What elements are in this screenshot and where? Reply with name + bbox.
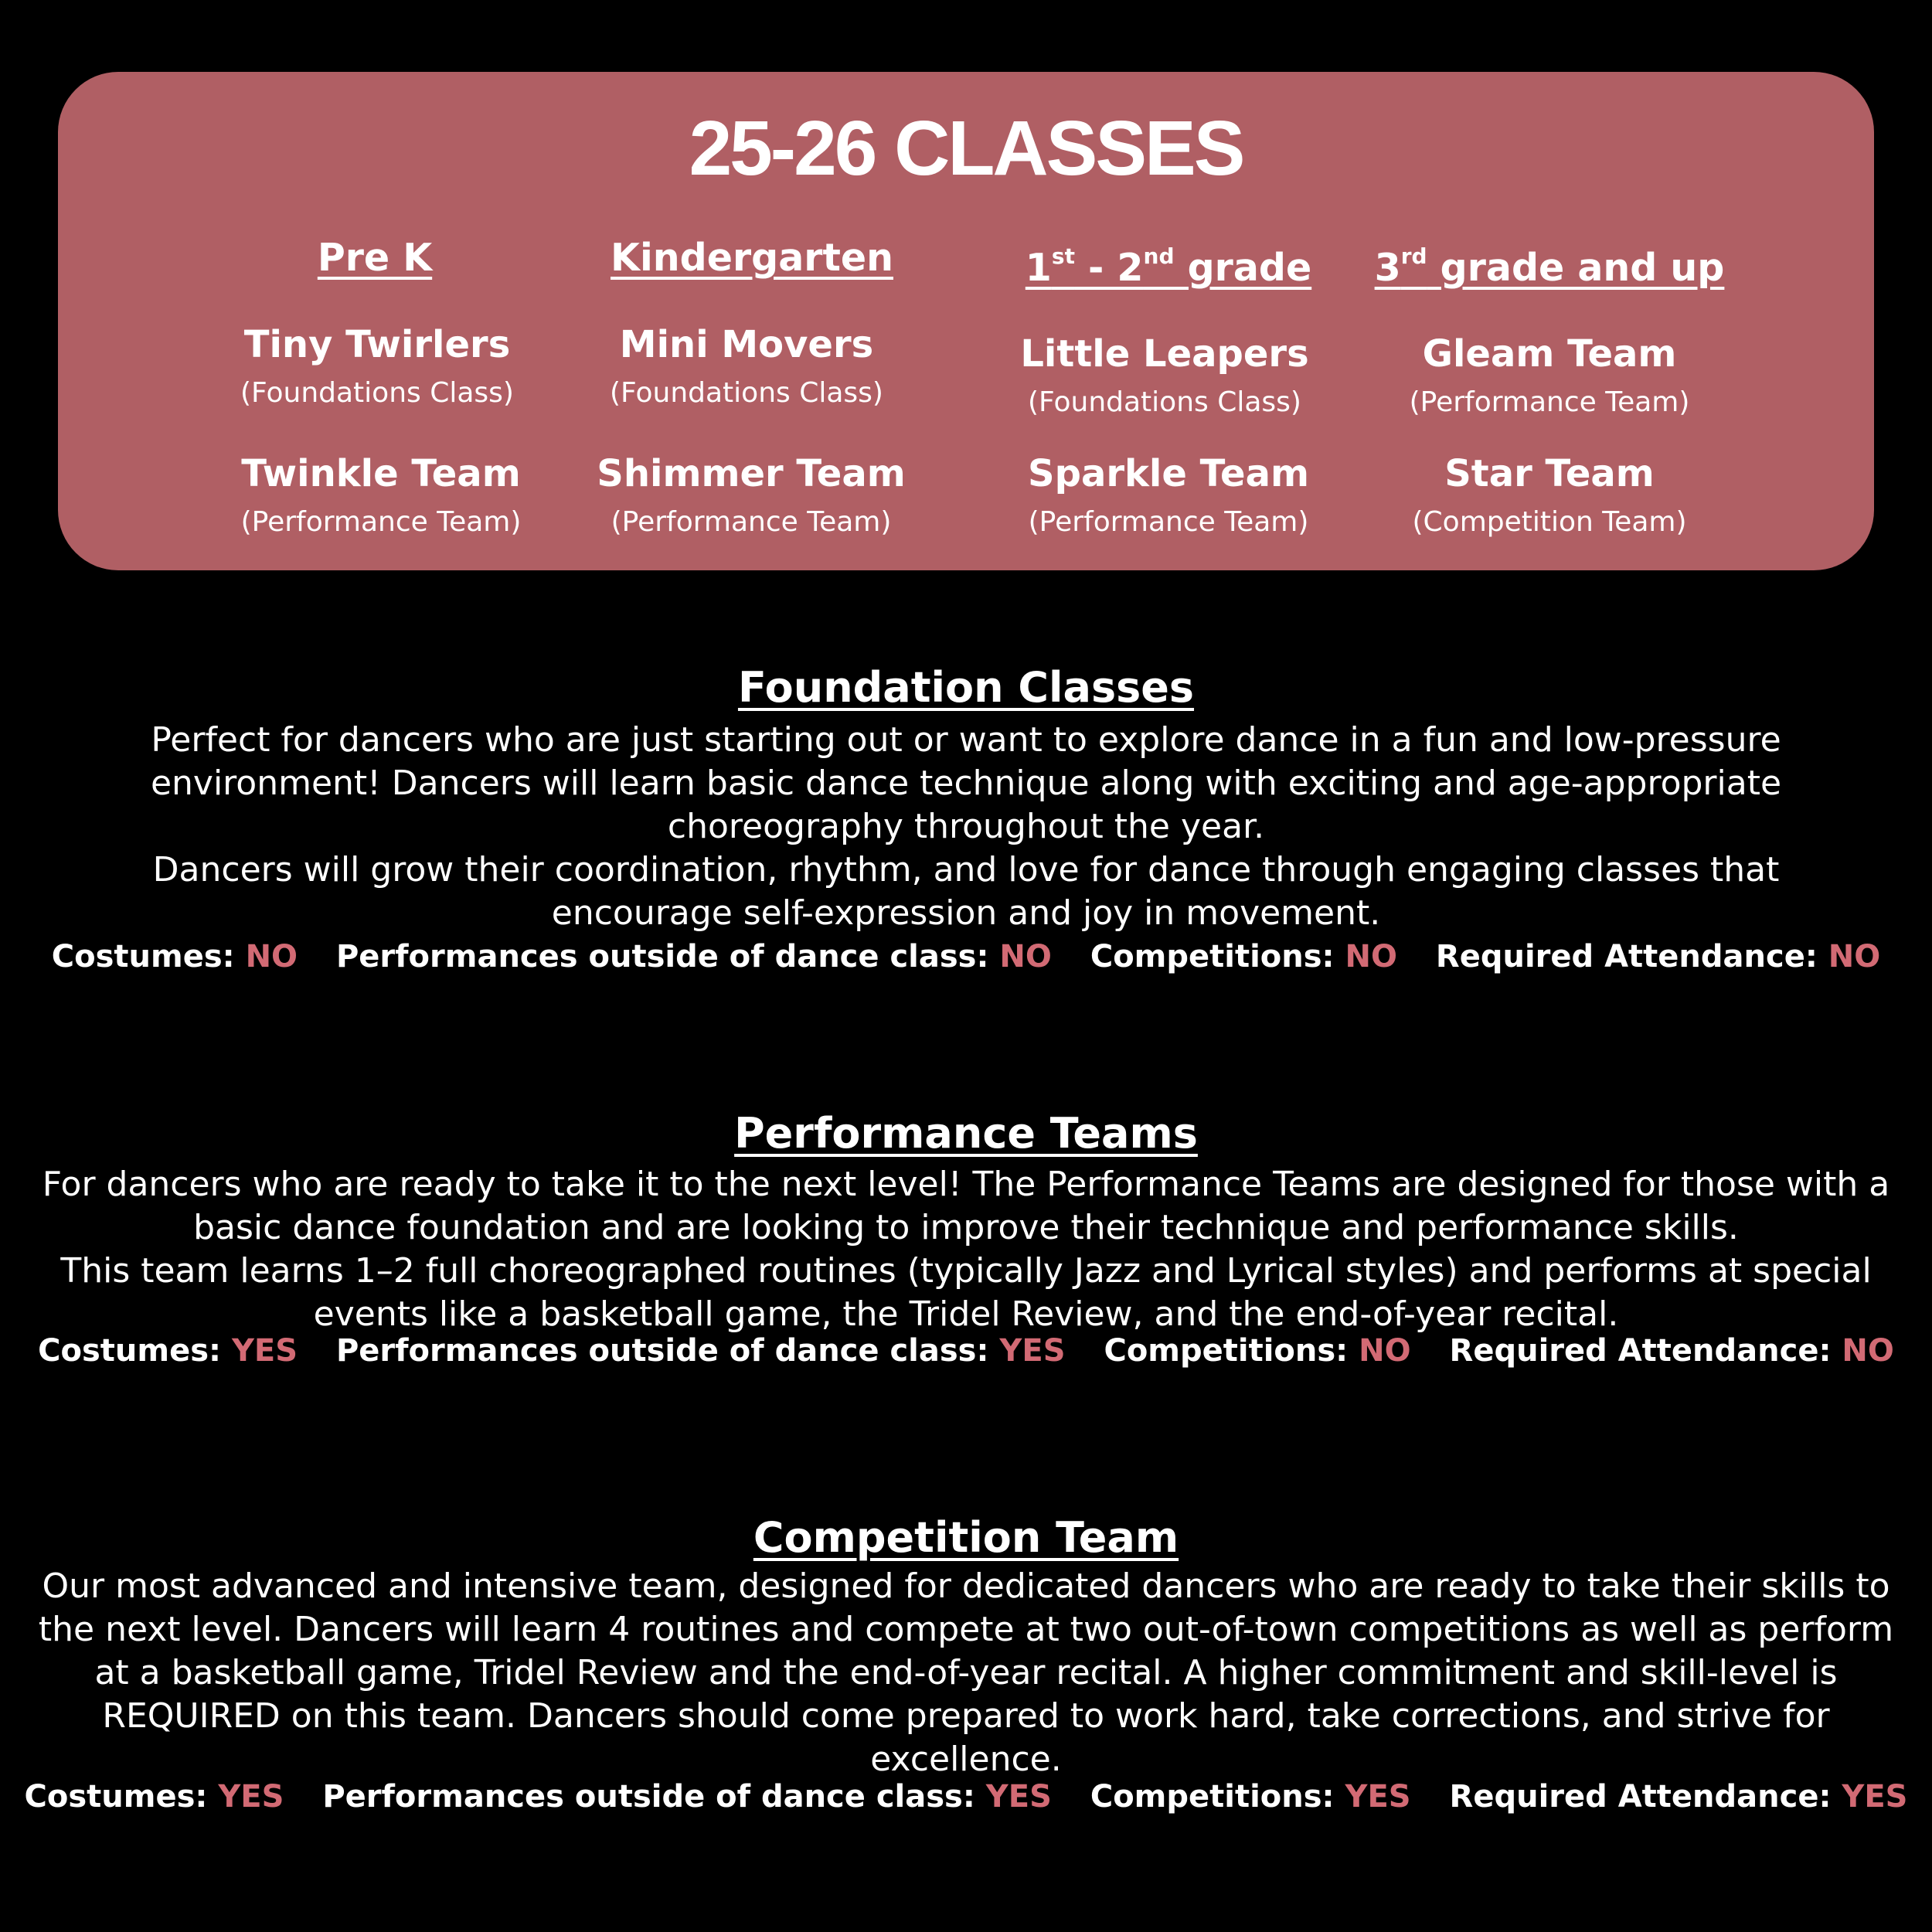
class-name: Sparkle Team (1028, 452, 1309, 495)
flag-label: Competitions: (1090, 1779, 1335, 1815)
paragraph: Dancers will grow their coordination, rhythm, and love for dance through engaging classes that encourage self-expression and joy in movement. (152, 850, 1780, 933)
class-name: Mini Movers (619, 323, 874, 366)
flag-label: Performances outside of dance class: (322, 1779, 975, 1815)
flag-label: Required Attendance: (1449, 1779, 1832, 1815)
column-3rd-grade-and-up (1333, 243, 1766, 290)
grade-heading: Pre K (317, 236, 433, 280)
paragraph: For dancers who are ready to take it to the next level! The Performance Teams are designed for those with a basic dance foundation and are looking to improve their technique and performance skills. (42, 1165, 1890, 1247)
page-title: 25-26 CLASSES (689, 105, 1243, 192)
class-name: Twinkle Team (241, 452, 521, 495)
flag-value: YES (999, 1333, 1066, 1369)
flag-value: NO (1345, 939, 1397, 975)
section-body-foundation (139, 719, 1793, 935)
flag-label: Required Attendance: (1449, 1333, 1832, 1369)
class-sparkle-team (952, 452, 1385, 538)
section-flags-foundation (0, 939, 1932, 975)
class-type: (Performance Team) (1409, 386, 1690, 418)
section-title-performance: Performance Teams (734, 1109, 1198, 1158)
flag-value: NO (1359, 1333, 1411, 1369)
flag-label: Costumes: (24, 1779, 208, 1815)
paragraph: Our most advanced and intensive team, designed for dedicated dancers who are ready to take their skills to the next level. Dancers will learn 4 routines and compete at two out-of-town competitions as well as perform at a basketball game, Tridel Review and the end-of-year recital. A higher commitment and skill-level is REQUIRED on this team. Dancers should come prepared to work hard, take corrections, and strive for excellence. (38, 1566, 1894, 1779)
class-type: (Foundations Class) (240, 377, 514, 409)
flag-value: NO (1842, 1333, 1894, 1369)
class-gleam-team (1333, 332, 1766, 418)
grade-heading: Kindergarten (611, 236, 893, 280)
class-type: (Competition Team) (1412, 506, 1687, 538)
flag-value: YES (1842, 1779, 1908, 1815)
class-tiny-twirlers (161, 323, 594, 409)
class-name: Tiny Twirlers (243, 323, 511, 366)
class-type: (Foundations Class) (1028, 386, 1301, 418)
section-flags-performance (0, 1333, 1932, 1369)
flag-label: Competitions: (1104, 1333, 1349, 1369)
class-name: Star Team (1444, 452, 1655, 495)
class-type: (Performance Team) (611, 506, 892, 538)
column-pre-k (158, 236, 591, 280)
section-title-competition: Competition Team (753, 1513, 1179, 1562)
section-body-competition (31, 1565, 1901, 1781)
flag-value: NO (999, 939, 1052, 975)
grade-heading: 3rd grade and up (1374, 243, 1725, 290)
class-twinkle-team (165, 452, 597, 538)
class-type: (Performance Team) (240, 506, 522, 538)
flag-label: Costumes: (38, 1333, 221, 1369)
class-mini-movers (530, 323, 963, 409)
class-type: (Performance Team) (1028, 506, 1309, 538)
flag-label: Costumes: (51, 939, 235, 975)
flag-label: Performances outside of dance class: (335, 1333, 989, 1369)
class-name: Shimmer Team (597, 452, 906, 495)
class-name: Gleam Team (1422, 332, 1677, 376)
column-1st-2nd-grade (952, 243, 1385, 290)
flag-label: Performances outside of dance class: (335, 939, 989, 975)
class-shimmer-team (535, 452, 968, 538)
flag-value: YES (1345, 1779, 1411, 1815)
flag-value: YES (218, 1779, 284, 1815)
section-flags-competition (0, 1779, 1932, 1815)
class-name: Little Leapers (1020, 332, 1309, 376)
section-body-performance (31, 1163, 1901, 1336)
paragraph: Perfect for dancers who are just starting out or want to explore dance in a fun and low-pressure environment! Dancers will learn basic dance technique along with exciting and age-appropriate choreography throughout the year. (150, 720, 1782, 846)
flag-value: YES (231, 1333, 298, 1369)
flag-value: NO (1828, 939, 1881, 975)
class-little-leapers (948, 332, 1381, 418)
flag-label: Required Attendance: (1435, 939, 1818, 975)
class-star-team (1333, 452, 1766, 538)
column-kindergarten (536, 236, 968, 280)
section-title-foundation: Foundation Classes (737, 663, 1195, 712)
paragraph: This team learns 1–2 full choreographed routines (typically Jazz and Lyrical styles) and performs at special events like a basketball game, the Tridel Review, and the end-of-year recital. (60, 1251, 1872, 1334)
flag-label: Competitions: (1090, 939, 1335, 975)
grade-heading: 1st - 2nd grade (1025, 243, 1312, 290)
flag-value: YES (985, 1779, 1052, 1815)
class-type: (Foundations Class) (610, 377, 883, 409)
flag-value: NO (245, 939, 298, 975)
